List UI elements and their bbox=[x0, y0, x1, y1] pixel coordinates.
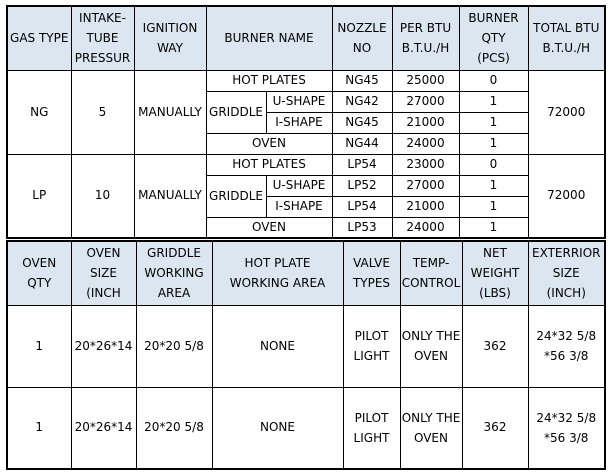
header-nozzle-line2: NO bbox=[352, 41, 372, 56]
temp-line2: OVEN bbox=[413, 430, 448, 445]
header-weight-line3: (LBS) bbox=[479, 286, 511, 301]
griddle-area-cell: 20*20 5/8 bbox=[136, 305, 212, 387]
exterior-cell bbox=[528, 305, 605, 387]
header-weight-line2: WEIGHT bbox=[470, 266, 520, 281]
header-ignition-way bbox=[134, 6, 206, 70]
qty-cell: 1 bbox=[459, 91, 528, 112]
header-burner-qty bbox=[459, 6, 528, 70]
qty-cell: 0 bbox=[459, 154, 528, 175]
oven-size-cell: 20*26*14 bbox=[71, 387, 136, 469]
total-btu-cell: 72000 bbox=[528, 70, 605, 154]
header-burner-qty-line1: BURNER bbox=[468, 11, 519, 26]
table2-header-row bbox=[7, 241, 605, 305]
btu-cell: 21000 bbox=[392, 196, 459, 217]
header-total-btu-line2: B.T.U./H bbox=[542, 41, 590, 56]
header-weight-line1: NET bbox=[483, 246, 507, 261]
weight-cell: 362 bbox=[462, 305, 528, 387]
qty-cell: 1 bbox=[459, 112, 528, 133]
valve-cell bbox=[343, 387, 400, 469]
temp-line2: OVEN bbox=[413, 349, 448, 363]
nozzle-cell: LP53 bbox=[332, 217, 392, 238]
header-exterior-size bbox=[528, 241, 605, 305]
nozzle-cell: NG45 bbox=[332, 112, 392, 133]
btu-cell: 27000 bbox=[392, 175, 459, 196]
header-oven-qty-line2: QTY bbox=[27, 276, 52, 291]
table-row bbox=[7, 305, 605, 387]
temp-cell bbox=[400, 305, 462, 387]
header-per-btu bbox=[392, 6, 459, 70]
header-griddle-area bbox=[136, 241, 212, 305]
burner-name-cell: U-SHAPE bbox=[266, 91, 332, 112]
griddle-label-cell: GRIDDLE bbox=[206, 175, 266, 217]
header-oven-qty-line1: OVEN bbox=[22, 256, 57, 271]
burner-name-cell: I-SHAPE bbox=[266, 112, 332, 133]
btu-cell: 21000 bbox=[392, 112, 459, 133]
header-intake-pressure bbox=[71, 6, 134, 70]
hotplate-area-cell: NONE bbox=[212, 387, 343, 469]
valve-line2: LIGHT bbox=[353, 349, 390, 363]
header-oven-size-line3: (INCH bbox=[86, 286, 121, 301]
nozzle-cell: NG44 bbox=[332, 133, 392, 154]
header-valve-line1: VALVE bbox=[353, 256, 390, 271]
nozzle-cell: LP54 bbox=[332, 154, 392, 175]
btu-cell: 24000 bbox=[392, 133, 459, 154]
header-total-btu bbox=[528, 6, 605, 70]
header-ignition-line1: IGNITION bbox=[142, 21, 198, 36]
qty-cell: 0 bbox=[459, 70, 528, 91]
temp-line1: ONLY THE bbox=[401, 410, 461, 425]
header-valve-types bbox=[343, 241, 400, 305]
valve-line2: LIGHT bbox=[353, 430, 390, 445]
header-intake-line2: TUBE bbox=[86, 31, 119, 46]
header-nozzle-line1: NOZZLE bbox=[337, 21, 387, 36]
total-btu-cell: 72000 bbox=[528, 154, 605, 238]
temp-line1: ONLY THE bbox=[401, 329, 461, 343]
ignition-cell: MANUALLY bbox=[134, 154, 206, 238]
nozzle-cell: LP54 bbox=[332, 196, 392, 217]
header-oven-size-line2: SIZE bbox=[90, 266, 117, 281]
header-griddle-area-line2: WORKING bbox=[144, 266, 204, 281]
header-oven-qty bbox=[7, 241, 71, 305]
burner-name-cell: OVEN bbox=[206, 133, 332, 154]
nozzle-cell: NG42 bbox=[332, 91, 392, 112]
qty-cell: 1 bbox=[459, 133, 528, 154]
ignition-cell: MANUALLY bbox=[134, 70, 206, 154]
header-exterior-line3: (INCH) bbox=[546, 286, 586, 301]
header-hotplate-area-line1: HOT PLATE bbox=[244, 256, 311, 271]
burner-name-cell: HOT PLATES bbox=[206, 154, 332, 175]
header-per-btu-line2: B.T.U./H bbox=[401, 41, 450, 56]
header-oven-size-line1: OVEN bbox=[86, 246, 121, 261]
header-griddle-area-line1: GRIDDLE bbox=[147, 246, 201, 261]
nozzle-cell: LP52 bbox=[332, 175, 392, 196]
oven-spec-table bbox=[6, 240, 606, 470]
valve-line1: PILOT bbox=[354, 329, 389, 343]
header-temp-control bbox=[400, 241, 462, 305]
exterior-line1: 24*32 5/8 bbox=[536, 410, 597, 425]
header-hotplate-area-line2: WORKING AREA bbox=[229, 276, 326, 291]
burner-name-cell: I-SHAPE bbox=[266, 196, 332, 217]
header-burner-name: BURNER NAME bbox=[206, 6, 332, 70]
table-row bbox=[7, 70, 605, 91]
exterior-line1: 24*32 5/8 bbox=[536, 329, 597, 343]
gas-type-cell: LP bbox=[7, 154, 71, 238]
burner-name-cell: HOT PLATES bbox=[206, 70, 332, 91]
header-oven-size bbox=[71, 241, 136, 305]
btu-cell: 27000 bbox=[392, 91, 459, 112]
header-griddle-area-line3: AREA bbox=[157, 286, 191, 301]
header-valve-line2: TYPES bbox=[352, 276, 391, 291]
qty-cell: 1 bbox=[459, 175, 528, 196]
temp-cell bbox=[400, 387, 462, 469]
burner-name-cell: U-SHAPE bbox=[266, 175, 332, 196]
header-hotplate-area bbox=[212, 241, 343, 305]
header-intake-line1: INTAKE- bbox=[79, 11, 126, 26]
valve-line1: PILOT bbox=[354, 410, 389, 425]
griddle-area-cell: 20*20 5/8 bbox=[136, 387, 212, 469]
header-intake-line3: PRESSUR bbox=[74, 51, 131, 66]
btu-cell: 23000 bbox=[392, 154, 459, 175]
header-exterior-line2: SIZE bbox=[552, 266, 580, 281]
nozzle-cell: NG45 bbox=[332, 70, 392, 91]
header-gas-type: GAS TYPE bbox=[7, 6, 71, 70]
exterior-cell bbox=[528, 387, 605, 469]
griddle-label-cell: GRIDDLE bbox=[206, 91, 266, 133]
gas-type-cell: NG bbox=[7, 70, 71, 154]
qty-cell: 1 bbox=[459, 196, 528, 217]
btu-cell: 25000 bbox=[392, 70, 459, 91]
pressure-cell: 5 bbox=[71, 70, 134, 154]
burner-spec-table bbox=[6, 5, 606, 239]
exterior-line2: *56 3/8 bbox=[544, 430, 589, 445]
exterior-line2: *56 3/8 bbox=[544, 349, 589, 363]
burner-name-cell: OVEN bbox=[206, 217, 332, 238]
header-total-btu-line1: TOTAL BTU bbox=[533, 21, 600, 36]
header-temp-line2: CONTROL bbox=[401, 276, 461, 291]
qty-cell: 1 bbox=[459, 217, 528, 238]
oven-size-cell: 20*26*14 bbox=[71, 305, 136, 387]
weight-cell: 362 bbox=[462, 387, 528, 469]
header-burner-qty-line2: QTY bbox=[481, 31, 506, 46]
oven-qty-cell: 1 bbox=[7, 387, 71, 469]
hotplate-area-cell: NONE bbox=[212, 305, 343, 387]
table1-header-row bbox=[7, 6, 605, 70]
table-row bbox=[7, 154, 605, 175]
header-burner-qty-line3: (PCS) bbox=[477, 51, 510, 66]
valve-cell bbox=[343, 305, 400, 387]
pressure-cell: 10 bbox=[71, 154, 134, 238]
header-exterior-line1: EXTERRIOR bbox=[531, 246, 601, 261]
table-row bbox=[7, 387, 605, 469]
header-ignition-line2: WAY bbox=[157, 41, 183, 56]
oven-qty-cell: 1 bbox=[7, 305, 71, 387]
btu-cell: 24000 bbox=[392, 217, 459, 238]
header-per-btu-line1: PER BTU bbox=[399, 21, 452, 36]
header-nozzle-no bbox=[332, 6, 392, 70]
header-net-weight bbox=[462, 241, 528, 305]
header-temp-line1: TEMP- bbox=[412, 256, 450, 271]
